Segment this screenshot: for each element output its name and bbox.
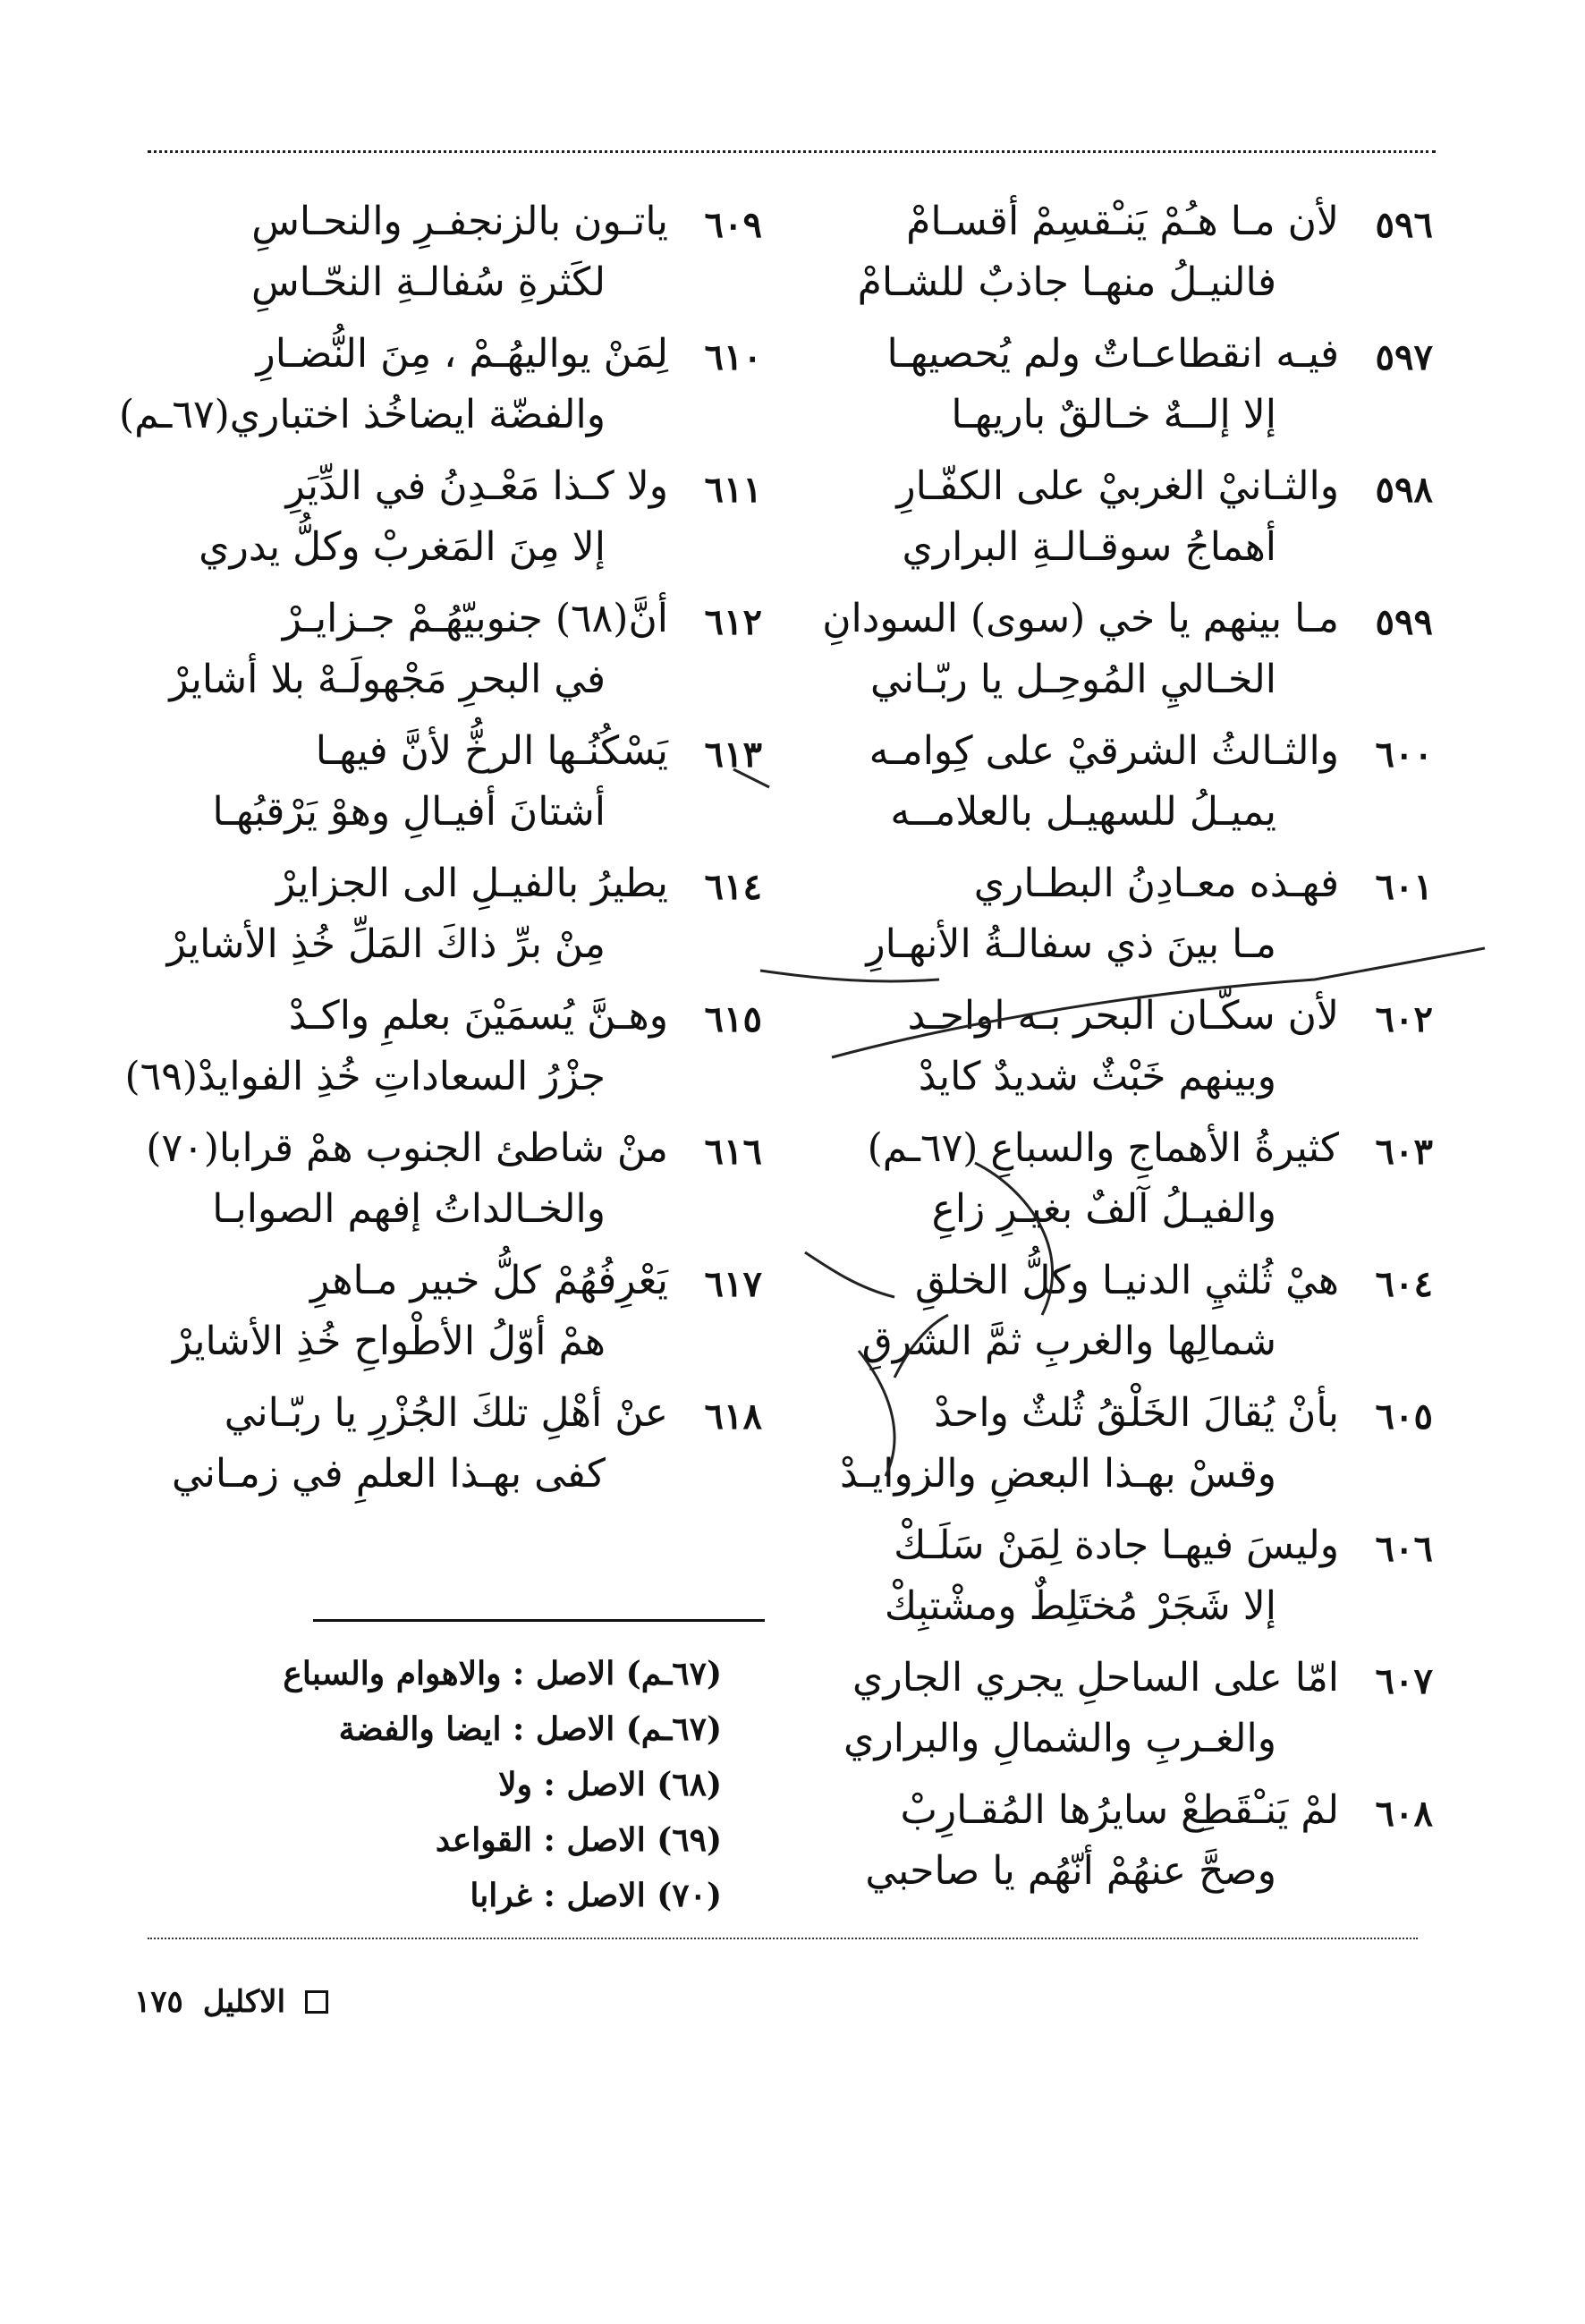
verse-line: إلا شَجَرْ مُختَلِطٌ ومشْتبِكْ bbox=[884, 1583, 1276, 1629]
verse bbox=[136, 728, 762, 861]
verse-number: ٦١٧ bbox=[704, 1263, 762, 1305]
verse-line: والفضّة ايضاخُذ اختباري(٦٧ـم) bbox=[118, 392, 606, 437]
verse-line: والثـانيْ الغربيْ على الكفّـارِ bbox=[896, 463, 1339, 509]
verse-line: يطيرُ بالفيـلِ الى الجزايرْ bbox=[275, 861, 668, 906]
verse-number: ٦١١ bbox=[704, 469, 762, 511]
top-dotted-rule bbox=[148, 150, 1436, 153]
verse-line: فهـذه معـادِنُ البطـاري bbox=[973, 861, 1339, 906]
right-verse-column bbox=[789, 199, 1433, 1920]
page-number: ١٧٥ bbox=[134, 1984, 183, 2020]
verse bbox=[124, 993, 762, 1125]
verse-line: فيـه انقطاعـاتٌ ولم يُحصيهـا bbox=[886, 331, 1339, 377]
verse-number: ٦٠٠ bbox=[1375, 734, 1433, 776]
verse bbox=[789, 861, 1433, 993]
verse-line: والفيـلُ آلفٌ بغيـرِ زاعِ bbox=[931, 1186, 1276, 1232]
verse-line: لأن مـا هـُمْ يَنـْقسِمْ أقسـامْ bbox=[906, 199, 1339, 244]
verse-number: ٦٠٢ bbox=[1375, 998, 1433, 1040]
verse-line: ياتـون بالزنجفـرِ والنحـاسِ bbox=[251, 199, 668, 244]
verse bbox=[136, 199, 762, 331]
verse bbox=[136, 861, 762, 993]
verse bbox=[789, 596, 1433, 728]
verse bbox=[789, 1258, 1433, 1390]
verse-number: ٦٠٧ bbox=[1375, 1660, 1433, 1702]
verse-line: كثيرةُ الأهماجِ والسباعِ (٦٧ـم) bbox=[867, 1125, 1339, 1171]
verse-line: وقسْ بهـذا البعضِ والزوايـدْ bbox=[840, 1451, 1276, 1497]
verse-number: ٦١٦ bbox=[704, 1131, 762, 1173]
verse bbox=[136, 1125, 762, 1258]
verse bbox=[789, 331, 1433, 463]
square-icon bbox=[305, 1990, 328, 2014]
verse-line: والغـربِ والشمالِ والبراري bbox=[843, 1716, 1276, 1761]
verse-line: فالنيـلُ منهـا جاذبٌ للشـامْ bbox=[857, 259, 1276, 305]
verse-line: ولا كـذا مَعْـدِنُ في الدِّيَرِ bbox=[285, 463, 668, 509]
verse-line: وليسَ فيهـا جادة لِمَنْ سَلَـكْ bbox=[894, 1522, 1339, 1568]
verse-number: ٦١٥ bbox=[704, 998, 762, 1040]
footnote: (٦٧ـم) الاصل : ايضا والفضة bbox=[338, 1710, 722, 1748]
verse bbox=[789, 1655, 1433, 1787]
running-title: الاكليل bbox=[202, 1984, 286, 2020]
verse-number: ٦٠١ bbox=[1375, 866, 1433, 908]
verse-number: ٥٩٧ bbox=[1375, 336, 1433, 378]
verse-number: ٦١٠ bbox=[704, 336, 762, 378]
footnote: (٦٩) الاصل : القواعد bbox=[435, 1821, 722, 1859]
verse-number: ٥٩٦ bbox=[1375, 204, 1433, 246]
footnotes bbox=[149, 1655, 722, 1932]
verse-line: يَسْكُنُـها الرخُّ لأنَّ فيهـا bbox=[315, 728, 668, 774]
verse-line: وهـنَّ يُسمَيْنَ بعلمِ واكـدْ bbox=[288, 993, 668, 1039]
verse-number: ٦٠٩ bbox=[704, 204, 762, 246]
verse-number: ٦٠٦ bbox=[1375, 1528, 1433, 1570]
verse-line: لكَثرةِ سُفالـةِ النحّـاسِ bbox=[250, 259, 606, 305]
footnote: (٦٧ـم) الاصل : والاهوام والسباع bbox=[283, 1655, 722, 1692]
verse-line: لِمَنْ يواليهُـمْ ، مِنَ النُّضـارِ bbox=[256, 331, 668, 377]
verse bbox=[789, 1125, 1433, 1258]
verse-line: عنْ أهْلِ تلكَ الجُزْرِ يا ربّـاني bbox=[224, 1390, 668, 1436]
verse bbox=[789, 463, 1433, 596]
verse-line: أنَّ(٦٨) جنوبيّهُـمْ جـزايـرْ bbox=[282, 596, 668, 641]
verse-line: شمالِها والغربِ ثمَّ الشرقِ bbox=[861, 1319, 1276, 1364]
verse-line: مِنْ برِّ ذاكَ المَلِّ خُذِ الأشايرْ bbox=[166, 921, 606, 967]
verse bbox=[118, 331, 762, 463]
verse-line: الخـاليِ المُوحِـل يا ربّـاني bbox=[870, 657, 1276, 702]
verse-line: يَعْرِفُهُمْ كلُّ خبير مـاهرِ bbox=[310, 1258, 668, 1303]
verse-line: لمْ يَنـْقَطِعْ سايرُها المُقـارِبْ bbox=[900, 1787, 1339, 1833]
verse bbox=[789, 993, 1433, 1125]
verse-line: وبينهم خَبْثٌ شديدٌ كايدْ bbox=[918, 1054, 1276, 1099]
verse-number: ٦١٤ bbox=[704, 866, 762, 908]
verse bbox=[789, 1787, 1433, 1920]
page-footer bbox=[134, 1984, 328, 2020]
verse-line: في البحرِ مَجْهولَـهْ بلا أشايرْ bbox=[169, 657, 606, 702]
verse-number: ٦١٨ bbox=[704, 1395, 762, 1438]
verse-line: لأن سكّـان البحر بـه اواحـد bbox=[907, 993, 1339, 1039]
verse bbox=[789, 1522, 1433, 1655]
verse-line: مـا بينهم يا خي (سوى) السودانِ bbox=[822, 596, 1339, 641]
verse-number: ٥٩٨ bbox=[1375, 469, 1433, 511]
verse-number: ٦٠٤ bbox=[1375, 1263, 1433, 1305]
verse-line: امّا على الساحلِ يجري الجاري bbox=[852, 1655, 1339, 1701]
verse-line: إلا إلــهٌ خـالقٌ باريهـا bbox=[951, 392, 1276, 437]
verse bbox=[136, 596, 762, 728]
verse-line: إلا مِنَ المَغربْ وكلُّ يدري bbox=[199, 524, 606, 570]
footnote: (٧٠) الاصل : غرابا bbox=[470, 1877, 722, 1914]
verse-number: ٥٩٩ bbox=[1375, 601, 1433, 643]
verse-line: هيْ ثُلثيِ الدنيـا وكلُّ الخلقِ bbox=[915, 1258, 1339, 1303]
verse bbox=[789, 1390, 1433, 1522]
verse bbox=[789, 199, 1433, 331]
verse-line: يميـلُ للسهيـل بالعلامــه bbox=[890, 789, 1276, 835]
verse-line: جزْرُ السعاداتِ خُذِ الفوايدْ(٦٩) bbox=[124, 1054, 606, 1099]
verse-number: ٦١٢ bbox=[704, 601, 762, 643]
verse-line: بأنْ يُقالَ الخَلْقُ ثُلثٌ واحدْ bbox=[934, 1390, 1339, 1436]
verse bbox=[789, 728, 1433, 861]
footnote: (٦٨) الاصل : ولا bbox=[498, 1766, 722, 1803]
verse-line: مـا بينَ ذي سفالـةُ الأنهـارِ bbox=[866, 921, 1276, 967]
verse-line: أهماجُ سوقـالـةِ البراري bbox=[902, 524, 1276, 570]
verse bbox=[136, 463, 762, 596]
verse-line: وصحَّ عنهُمْ أنّهُم يا صاحبي bbox=[865, 1848, 1276, 1894]
footnote-separator bbox=[313, 1619, 765, 1622]
verse-number: ٦٠٨ bbox=[1375, 1793, 1433, 1835]
left-verse-column bbox=[118, 199, 762, 1522]
verse bbox=[136, 1258, 762, 1390]
verse-number: ٦٠٣ bbox=[1375, 1131, 1433, 1173]
verse-line: همْ أوّلُ الأطْواحِ خُذِ الأشايرْ bbox=[173, 1319, 606, 1364]
verse-line: كفى بهـذا العلمِ في زمـاني bbox=[171, 1451, 606, 1497]
verse-line: والثـالثُ الشرقيْ على كِوامـه bbox=[869, 728, 1339, 774]
verse-line: أشتانَ أفيـالِ وهوْ يَرْقبُهـا bbox=[212, 789, 606, 835]
verse-number: ٦١٣ bbox=[704, 734, 762, 776]
verse-number: ٦٠٥ bbox=[1375, 1395, 1433, 1438]
verse-line: منْ شاطئ الجنوب همْ قرابا(٧٠) bbox=[146, 1125, 668, 1171]
verse bbox=[136, 1390, 762, 1522]
verse-line: والخـالداتُ إفهم الصوابـا bbox=[212, 1186, 606, 1232]
bottom-dotted-rule bbox=[148, 1938, 1418, 1939]
